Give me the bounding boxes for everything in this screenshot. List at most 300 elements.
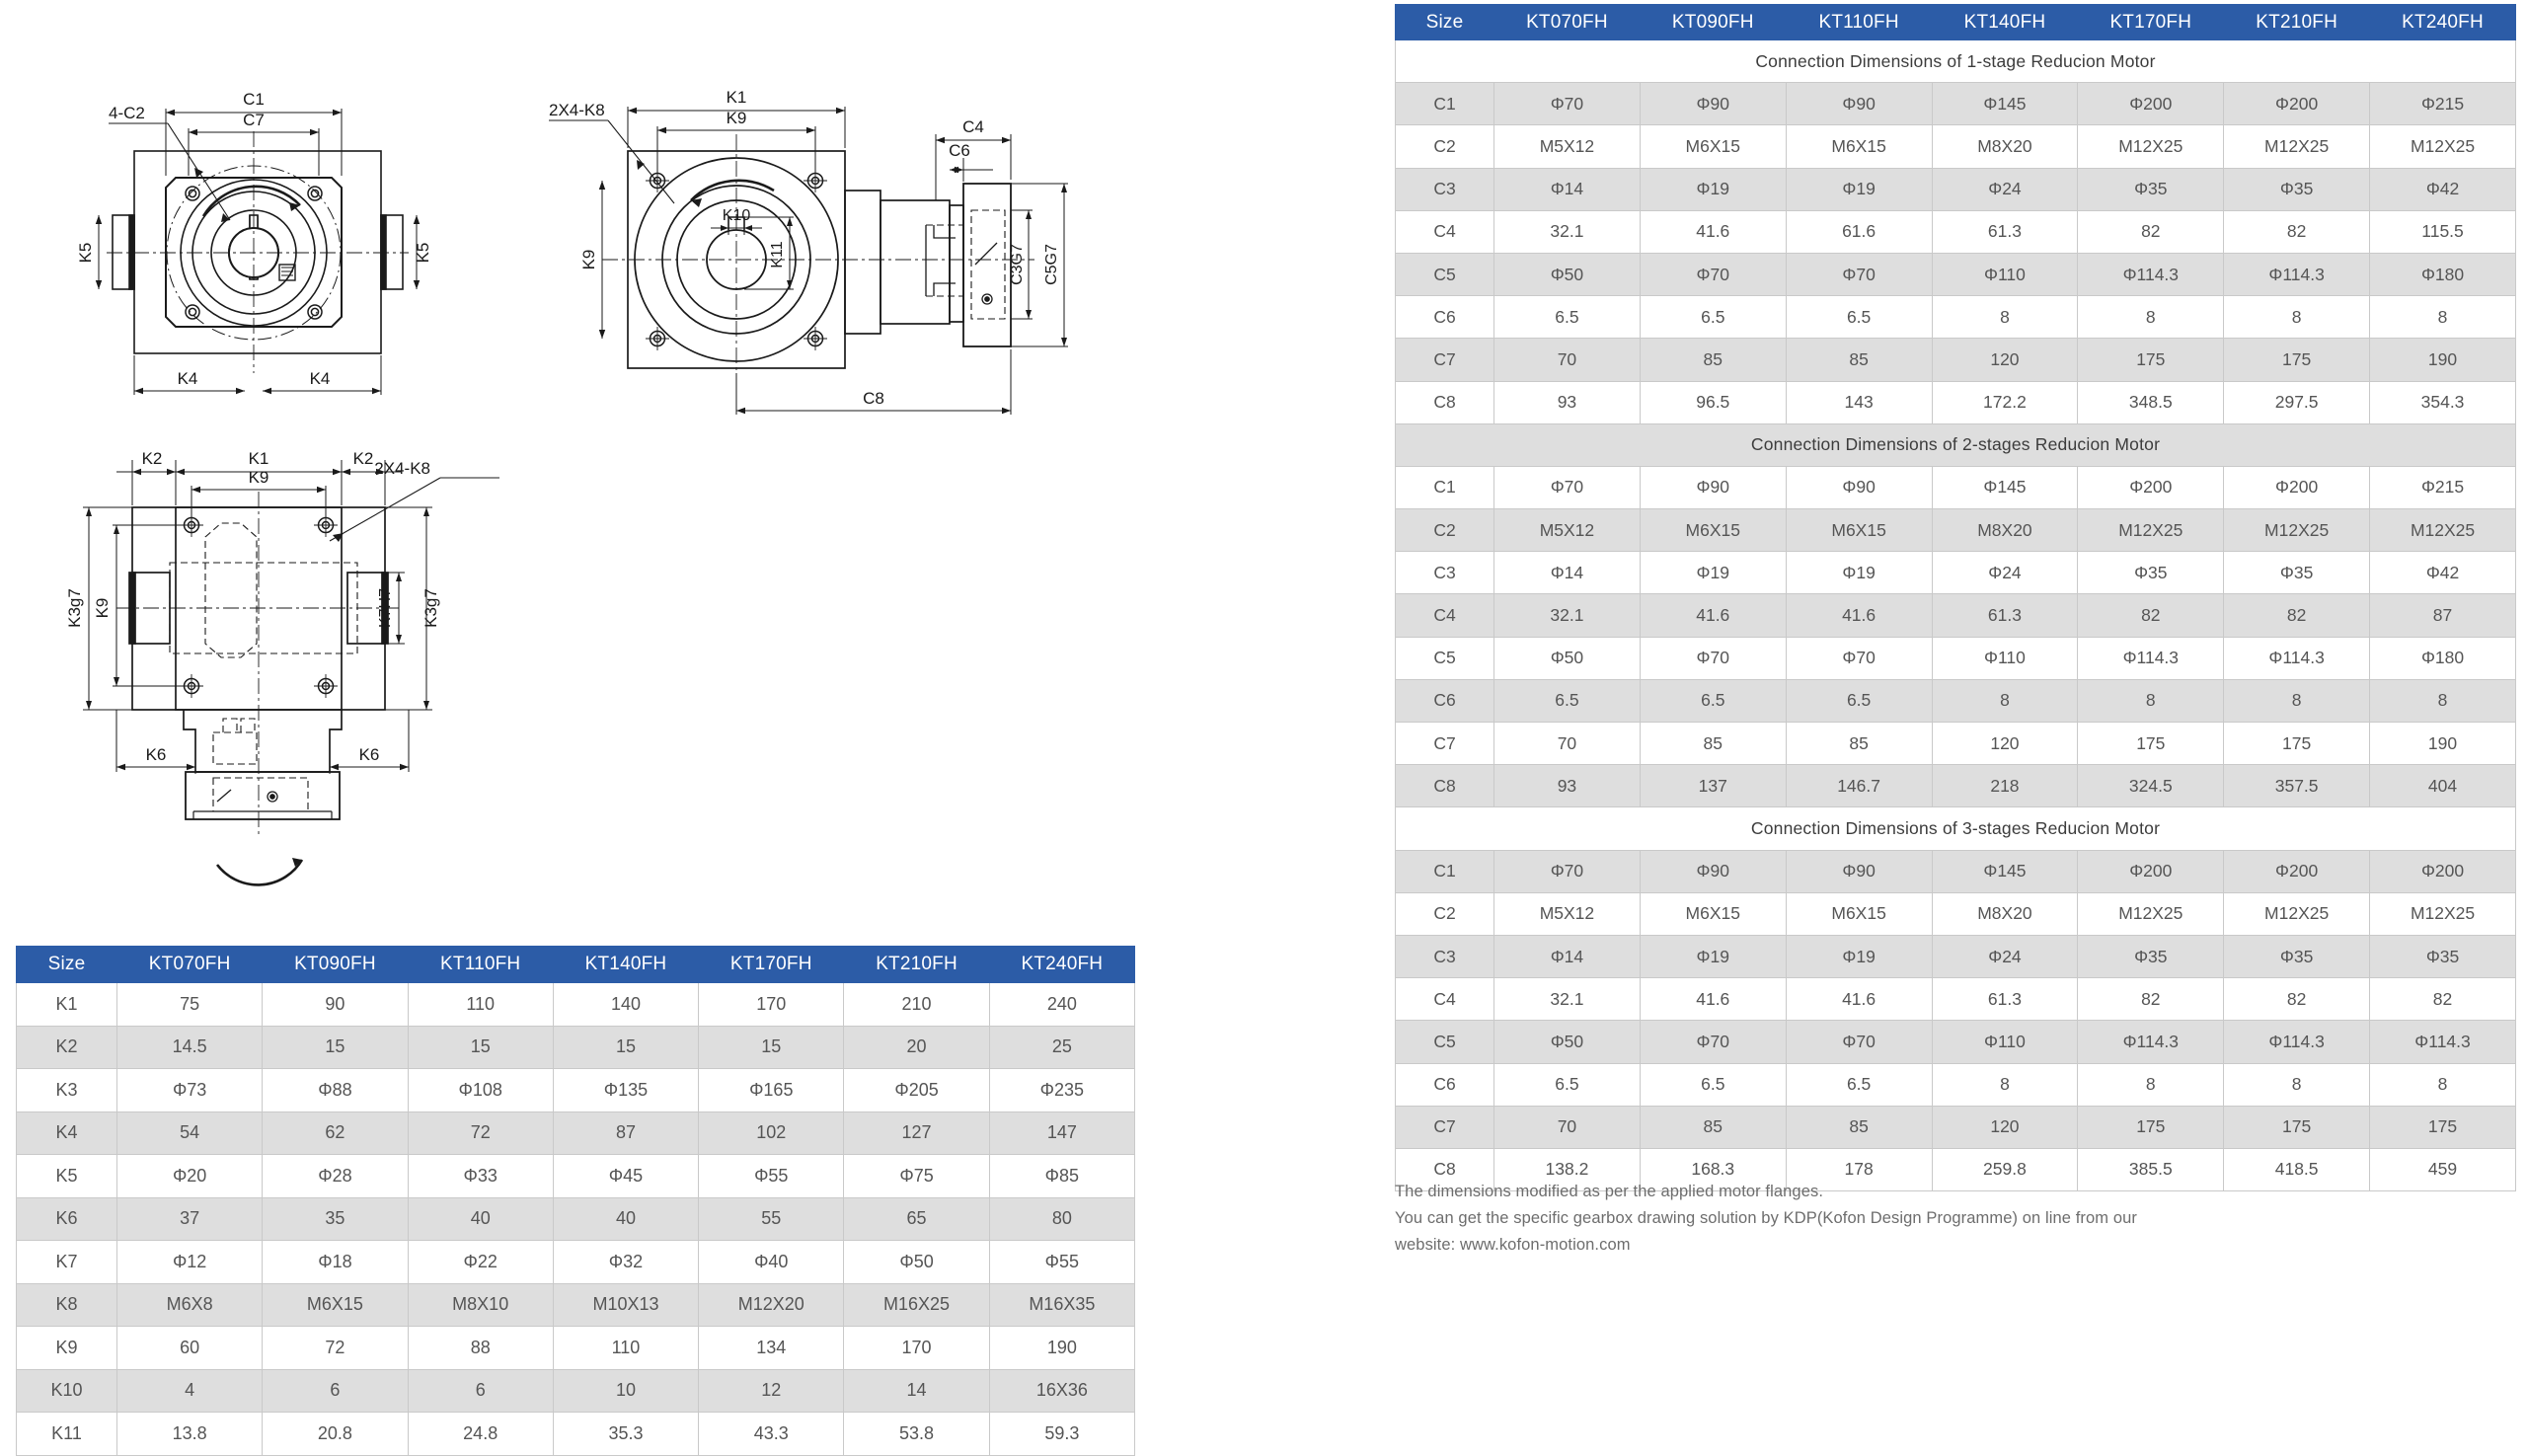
table-cell: 61.3 — [1932, 978, 2078, 1021]
table-cell: 14.5 — [117, 1026, 263, 1069]
table-cell: 4 — [117, 1369, 263, 1413]
table-cell: 15 — [553, 1026, 698, 1069]
k-header-kt240fh: KT240FH — [989, 947, 1134, 983]
table-cell: 459 — [2370, 1148, 2516, 1190]
table-cell: 172.2 — [1932, 381, 2078, 423]
dim-label-k11: K11 — [769, 241, 786, 268]
dim-label-2x4-k8: 2X4-K8 — [549, 101, 605, 119]
table-cell: Φ28 — [263, 1155, 408, 1198]
table-cell: 6.5 — [1640, 1063, 1786, 1106]
footer-line-1: The dimensions modified as per the applied motor flanges. — [1395, 1183, 1824, 1200]
table-row — [1396, 253, 2516, 295]
table-cell: 40 — [553, 1197, 698, 1241]
table-cell: Φ50 — [1494, 1021, 1641, 1063]
table-cell: M6X15 — [263, 1283, 408, 1327]
side-section-drawing — [541, 77, 1113, 432]
row-label: C7 — [1396, 339, 1494, 381]
table-cell: Φ135 — [553, 1069, 698, 1112]
dim-label-2x4-k8-plan: 2X4-K8 — [374, 459, 430, 478]
table-cell: 32.1 — [1494, 978, 1641, 1021]
table-cell: 357.5 — [2224, 765, 2370, 807]
table-cell: 6.5 — [1640, 296, 1786, 339]
table-cell: 10 — [553, 1369, 698, 1413]
table-cell: Φ90 — [1786, 83, 1932, 125]
table-cell: Φ19 — [1640, 935, 1786, 977]
table-cell: Φ90 — [1786, 850, 1932, 892]
table-row — [1396, 679, 2516, 722]
table-cell: 8 — [2224, 296, 2370, 339]
row-label: C5 — [1396, 253, 1494, 295]
table-cell: Φ19 — [1640, 168, 1786, 210]
table-cell: M12X25 — [2370, 892, 2516, 935]
table-cell: 88 — [408, 1327, 553, 1370]
dim-label-4-c2: 4-C2 — [109, 104, 145, 122]
table-cell: 96.5 — [1640, 381, 1786, 423]
table-cell: M6X15 — [1786, 509, 1932, 552]
table-cell: M12X25 — [2078, 125, 2224, 168]
table-cell: Φ20 — [117, 1155, 263, 1198]
table-cell: M6X15 — [1640, 892, 1786, 935]
table-cell: Φ70 — [1640, 253, 1786, 295]
row-label: C1 — [1396, 466, 1494, 508]
table-cell: 134 — [699, 1327, 844, 1370]
table-row — [1396, 125, 2516, 168]
row-label: C6 — [1396, 679, 1494, 722]
c-header-kt170fh: KT170FH — [2078, 5, 2224, 40]
table-cell: 85 — [1786, 723, 1932, 765]
c-header-size: Size — [1396, 5, 1494, 40]
table-row — [17, 1197, 1135, 1241]
table-row — [1396, 594, 2516, 637]
table-cell: 87 — [2370, 594, 2516, 637]
table-cell: 6.5 — [1494, 296, 1641, 339]
row-label: C3 — [1396, 552, 1494, 594]
table-cell: 32.1 — [1494, 210, 1641, 253]
row-label: C2 — [1396, 509, 1494, 552]
table-row — [1396, 765, 2516, 807]
table-cell: 41.6 — [1640, 978, 1786, 1021]
table-cell: 240 — [989, 983, 1134, 1027]
table-row — [1396, 1106, 2516, 1148]
dim-label-k9-top: K9 — [726, 109, 747, 127]
table-row — [1396, 509, 2516, 552]
table-row — [17, 1069, 1135, 1112]
table-cell: Φ18 — [263, 1241, 408, 1284]
table-cell: 175 — [2224, 1106, 2370, 1148]
dim-label-k9-left-plan: K9 — [93, 597, 112, 619]
table-cell: Φ35 — [2370, 935, 2516, 977]
dim-label-k1-plan: K1 — [248, 449, 269, 468]
c-table-header-row — [1396, 5, 2516, 40]
dim-label-k4-left: K4 — [177, 369, 198, 388]
row-label: C5 — [1396, 1021, 1494, 1063]
table-cell: 40 — [408, 1197, 553, 1241]
table-cell: 6.5 — [1640, 679, 1786, 722]
table-cell: Φ205 — [844, 1069, 989, 1112]
table-cell: M6X15 — [1786, 892, 1932, 935]
table-cell: 90 — [263, 983, 408, 1027]
table-cell: Φ55 — [699, 1155, 844, 1198]
table-cell: Φ35 — [2078, 168, 2224, 210]
table-cell: 43.3 — [699, 1413, 844, 1456]
table-cell: 110 — [553, 1327, 698, 1370]
table-cell: Φ19 — [1786, 168, 1932, 210]
table-cell: 6.5 — [1494, 1063, 1641, 1106]
table-cell: Φ200 — [2224, 466, 2370, 508]
row-label: K9 — [17, 1327, 117, 1370]
table-cell: Φ14 — [1494, 935, 1641, 977]
plan-view-svg — [47, 446, 501, 920]
table-cell: 72 — [408, 1111, 553, 1155]
table-row — [17, 1413, 1135, 1456]
table-cell: Φ19 — [1786, 552, 1932, 594]
table-cell: 37 — [117, 1197, 263, 1241]
table-cell: 35.3 — [553, 1413, 698, 1456]
table-row — [1396, 1063, 2516, 1106]
table-cell: Φ235 — [989, 1069, 1134, 1112]
c-header-kt140fh: KT140FH — [1932, 5, 2078, 40]
c-header-kt210fh: KT210FH — [2224, 5, 2370, 40]
table-cell: Φ70 — [1640, 1021, 1786, 1063]
table-cell: Φ32 — [553, 1241, 698, 1284]
row-label: K5 — [17, 1155, 117, 1198]
k-header-kt140fh: KT140FH — [553, 947, 698, 983]
table-cell: Φ114.3 — [2224, 253, 2370, 295]
table-cell: 8 — [2370, 679, 2516, 722]
table-cell: 348.5 — [2078, 381, 2224, 423]
table-cell: Φ70 — [1494, 850, 1641, 892]
table-cell: 93 — [1494, 381, 1641, 423]
row-label: C8 — [1396, 1148, 1494, 1190]
table-cell: 8 — [2370, 1063, 2516, 1106]
table-cell: 15 — [263, 1026, 408, 1069]
table-cell: 146.7 — [1786, 765, 1932, 807]
table-cell: Φ200 — [2078, 83, 2224, 125]
row-label: C4 — [1396, 594, 1494, 637]
table-cell: 175 — [2078, 339, 2224, 381]
table-cell: 418.5 — [2224, 1148, 2370, 1190]
table-cell: M6X15 — [1786, 125, 1932, 168]
table-row — [1396, 935, 2516, 977]
table-cell: 41.6 — [1786, 594, 1932, 637]
table-cell: Φ200 — [2224, 850, 2370, 892]
table-cell: 32.1 — [1494, 594, 1641, 637]
table-cell: 8 — [2224, 1063, 2370, 1106]
table-cell: Φ114.3 — [2224, 1021, 2370, 1063]
plan-view-drawing — [47, 446, 501, 925]
table-cell: 8 — [2078, 679, 2224, 722]
table-cell: 175 — [2224, 723, 2370, 765]
k-header-size: Size — [17, 947, 117, 983]
table-cell: Φ114.3 — [2078, 253, 2224, 295]
row-label: C3 — [1396, 168, 1494, 210]
table-cell: M12X25 — [2370, 509, 2516, 552]
table-cell: 41.6 — [1786, 978, 1932, 1021]
table-cell: 6.5 — [1786, 679, 1932, 722]
table-cell: Φ180 — [2370, 253, 2516, 295]
table-row — [17, 1155, 1135, 1198]
table-row — [1396, 210, 2516, 253]
table-cell: Φ110 — [1932, 1021, 2078, 1063]
table-cell: Φ35 — [2224, 935, 2370, 977]
table-cell: Φ200 — [2078, 850, 2224, 892]
dim-label-c4: C4 — [962, 117, 984, 136]
table-cell: Φ35 — [2078, 552, 2224, 594]
table-cell: 41.6 — [1640, 210, 1786, 253]
table-cell: 168.3 — [1640, 1148, 1786, 1190]
dim-label-k2-right: K2 — [352, 449, 374, 468]
table-cell: 82 — [2078, 210, 2224, 253]
table-cell: M8X20 — [1932, 892, 2078, 935]
table-cell: Φ114.3 — [2370, 1021, 2516, 1063]
table-cell: Φ145 — [1932, 466, 2078, 508]
table-cell: M12X25 — [2370, 125, 2516, 168]
table-cell: 6.5 — [1494, 679, 1641, 722]
row-label: C1 — [1396, 850, 1494, 892]
dim-label-c8: C8 — [863, 389, 884, 408]
c-header-kt090fh: KT090FH — [1640, 5, 1786, 40]
table-cell: M12X25 — [2224, 892, 2370, 935]
k-header-kt090fh: KT090FH — [263, 947, 408, 983]
table-cell: M12X25 — [2078, 509, 2224, 552]
table-cell: Φ73 — [117, 1069, 263, 1112]
dim-label-k9-left: K9 — [579, 249, 598, 270]
table-cell: 170 — [699, 983, 844, 1027]
table-cell: 59.3 — [989, 1413, 1134, 1456]
table-cell: M16X35 — [989, 1283, 1134, 1327]
table-cell: 12 — [699, 1369, 844, 1413]
table-cell: Φ55 — [989, 1241, 1134, 1284]
footer-line-2: You can get the specific gearbox drawing solution by KDP(Kofon Design Programme) on line from our — [1395, 1209, 2137, 1227]
table-cell: 16X36 — [989, 1369, 1134, 1413]
front-view-svg — [77, 77, 492, 418]
table-cell: 404 — [2370, 765, 2516, 807]
table-row — [1396, 552, 2516, 594]
table-cell: Φ110 — [1932, 253, 2078, 295]
table-cell: Φ50 — [1494, 637, 1641, 679]
dim-label-k1: K1 — [726, 88, 747, 107]
table-cell: M6X15 — [1640, 125, 1786, 168]
dim-label-k5-right: K5 — [414, 242, 432, 264]
table-row — [1396, 466, 2516, 508]
k-header-kt110fh: KT110FH — [408, 947, 553, 983]
table-cell: 70 — [1494, 723, 1641, 765]
table-cell: Φ35 — [2078, 935, 2224, 977]
table-cell: 175 — [2078, 723, 2224, 765]
c-header-kt240fh: KT240FH — [2370, 5, 2516, 40]
table-cell: 120 — [1932, 1106, 2078, 1148]
table-row — [17, 1026, 1135, 1069]
table-cell: Φ85 — [989, 1155, 1134, 1198]
table-cell: Φ70 — [1786, 1021, 1932, 1063]
section-title: Connection Dimensions of 2-stages Reducion Motor — [1396, 423, 2516, 466]
footer-notes — [1395, 1179, 2137, 1259]
table-cell: 82 — [2224, 978, 2370, 1021]
table-row — [17, 1327, 1135, 1370]
table-row — [1396, 339, 2516, 381]
table-cell: 41.6 — [1640, 594, 1786, 637]
row-label: K1 — [17, 983, 117, 1027]
footer-line-3: website: www.kofon-motion.com — [1395, 1236, 1631, 1254]
k-header-kt070fh: KT070FH — [117, 947, 263, 983]
dim-label-k2-left: K2 — [141, 449, 163, 468]
table-cell: Φ75 — [844, 1155, 989, 1198]
section-header-row — [1396, 423, 2516, 466]
table-cell: M5X12 — [1494, 509, 1641, 552]
table-cell: 324.5 — [2078, 765, 2224, 807]
section-title: Connection Dimensions of 3-stages Reducion Motor — [1396, 807, 2516, 850]
table-cell: Φ145 — [1932, 83, 2078, 125]
table-cell: 60 — [117, 1327, 263, 1370]
k-table-header-row — [17, 947, 1135, 983]
table-row — [1396, 381, 2516, 423]
table-cell: 297.5 — [2224, 381, 2370, 423]
table-row — [1396, 850, 2516, 892]
table-row — [1396, 978, 2516, 1021]
k-header-kt170fh: KT170FH — [699, 947, 844, 983]
table-cell: 218 — [1932, 765, 2078, 807]
table-cell: Φ114.3 — [2078, 1021, 2224, 1063]
table-cell: 24.8 — [408, 1413, 553, 1456]
table-cell: 61.3 — [1932, 594, 2078, 637]
table-cell: 61.3 — [1932, 210, 2078, 253]
table-cell: 13.8 — [117, 1413, 263, 1456]
table-row — [1396, 1021, 2516, 1063]
table-cell: 85 — [1786, 1106, 1932, 1148]
table-cell: 190 — [2370, 339, 2516, 381]
table-cell: Φ108 — [408, 1069, 553, 1112]
table-cell: 82 — [2370, 978, 2516, 1021]
row-label: C7 — [1396, 723, 1494, 765]
dim-label-k6-right: K6 — [358, 745, 380, 764]
table-cell: 190 — [989, 1327, 1134, 1370]
table-cell: Φ110 — [1932, 637, 2078, 679]
row-label: K3 — [17, 1069, 117, 1112]
table-cell: Φ90 — [1640, 850, 1786, 892]
table-cell: 8 — [2224, 679, 2370, 722]
dim-label-c3g7: C3G7 — [1009, 244, 1026, 285]
row-label: K7 — [17, 1241, 117, 1284]
table-cell: Φ14 — [1494, 552, 1641, 594]
row-label: C3 — [1396, 935, 1494, 977]
table-cell: 385.5 — [2078, 1148, 2224, 1190]
table-cell: Φ40 — [699, 1241, 844, 1284]
table-cell: Φ200 — [2370, 850, 2516, 892]
table-cell: 137 — [1640, 765, 1786, 807]
table-cell: 55 — [699, 1197, 844, 1241]
table-cell: 354.3 — [2370, 381, 2516, 423]
table-cell: 15 — [699, 1026, 844, 1069]
table-cell: 178 — [1786, 1148, 1932, 1190]
row-label: K8 — [17, 1283, 117, 1327]
row-label: C7 — [1396, 1106, 1494, 1148]
table-cell: 6 — [408, 1369, 553, 1413]
table-cell: Φ90 — [1640, 83, 1786, 125]
table-row — [1396, 296, 2516, 339]
table-cell: Φ50 — [844, 1241, 989, 1284]
table-cell: 14 — [844, 1369, 989, 1413]
row-label: C8 — [1396, 765, 1494, 807]
table-cell: 35 — [263, 1197, 408, 1241]
row-label: C1 — [1396, 83, 1494, 125]
table-cell: 8 — [2078, 296, 2224, 339]
dim-label-k6-left: K6 — [145, 745, 167, 764]
row-label: C6 — [1396, 296, 1494, 339]
dim-label-c7: C7 — [243, 111, 265, 129]
table-cell: Φ90 — [1786, 466, 1932, 508]
table-cell: 70 — [1494, 1106, 1641, 1148]
table-cell: 85 — [1640, 723, 1786, 765]
table-cell: 8 — [1932, 679, 2078, 722]
table-cell: 82 — [2224, 594, 2370, 637]
row-label: C4 — [1396, 978, 1494, 1021]
table-cell: 140 — [553, 983, 698, 1027]
table-cell: Φ22 — [408, 1241, 553, 1284]
table-cell: M6X15 — [1640, 509, 1786, 552]
table-cell: Φ200 — [2224, 83, 2370, 125]
table-cell: 190 — [2370, 723, 2516, 765]
table-cell: 8 — [1932, 1063, 2078, 1106]
table-cell: Φ35 — [2224, 552, 2370, 594]
side-view-svg — [541, 77, 1113, 427]
table-cell: 6.5 — [1786, 1063, 1932, 1106]
table-cell: 62 — [263, 1111, 408, 1155]
table-row — [1396, 637, 2516, 679]
table-cell: 80 — [989, 1197, 1134, 1241]
table-cell: 72 — [263, 1327, 408, 1370]
table-cell: Φ90 — [1640, 466, 1786, 508]
table-cell: M8X20 — [1932, 509, 2078, 552]
table-cell: M5X12 — [1494, 892, 1641, 935]
table-cell: 8 — [2370, 296, 2516, 339]
row-label: K6 — [17, 1197, 117, 1241]
table-cell: M8X20 — [1932, 125, 2078, 168]
table-row — [1396, 83, 2516, 125]
table-cell: 20.8 — [263, 1413, 408, 1456]
table-cell: 175 — [2078, 1106, 2224, 1148]
table-cell: 53.8 — [844, 1413, 989, 1456]
row-label: C4 — [1396, 210, 1494, 253]
table-cell: 61.6 — [1786, 210, 1932, 253]
table-cell: Φ19 — [1640, 552, 1786, 594]
dim-label-k10: K10 — [722, 207, 751, 224]
table-cell: 8 — [1932, 296, 2078, 339]
table-cell: 70 — [1494, 339, 1641, 381]
section-header-row — [1396, 40, 2516, 83]
table-cell: 147 — [989, 1111, 1134, 1155]
row-label: C2 — [1396, 892, 1494, 935]
table-cell: Φ42 — [2370, 552, 2516, 594]
k-header-kt210fh: KT210FH — [844, 947, 989, 983]
table-cell: 115.5 — [2370, 210, 2516, 253]
table-cell: 85 — [1640, 1106, 1786, 1148]
table-cell: 20 — [844, 1026, 989, 1069]
table-cell: Φ33 — [408, 1155, 553, 1198]
table-cell: 82 — [2078, 978, 2224, 1021]
table-cell: 54 — [117, 1111, 263, 1155]
table-cell: Φ24 — [1932, 935, 2078, 977]
table-cell: 120 — [1932, 723, 2078, 765]
table-cell: Φ88 — [263, 1069, 408, 1112]
table-cell: 25 — [989, 1026, 1134, 1069]
dim-label-c5g7: C5G7 — [1043, 244, 1060, 285]
row-label: C6 — [1396, 1063, 1494, 1106]
table-cell: Φ70 — [1786, 637, 1932, 679]
table-cell: 93 — [1494, 765, 1641, 807]
row-label: K4 — [17, 1111, 117, 1155]
table-cell: M16X25 — [844, 1283, 989, 1327]
table-cell: M12X20 — [699, 1283, 844, 1327]
